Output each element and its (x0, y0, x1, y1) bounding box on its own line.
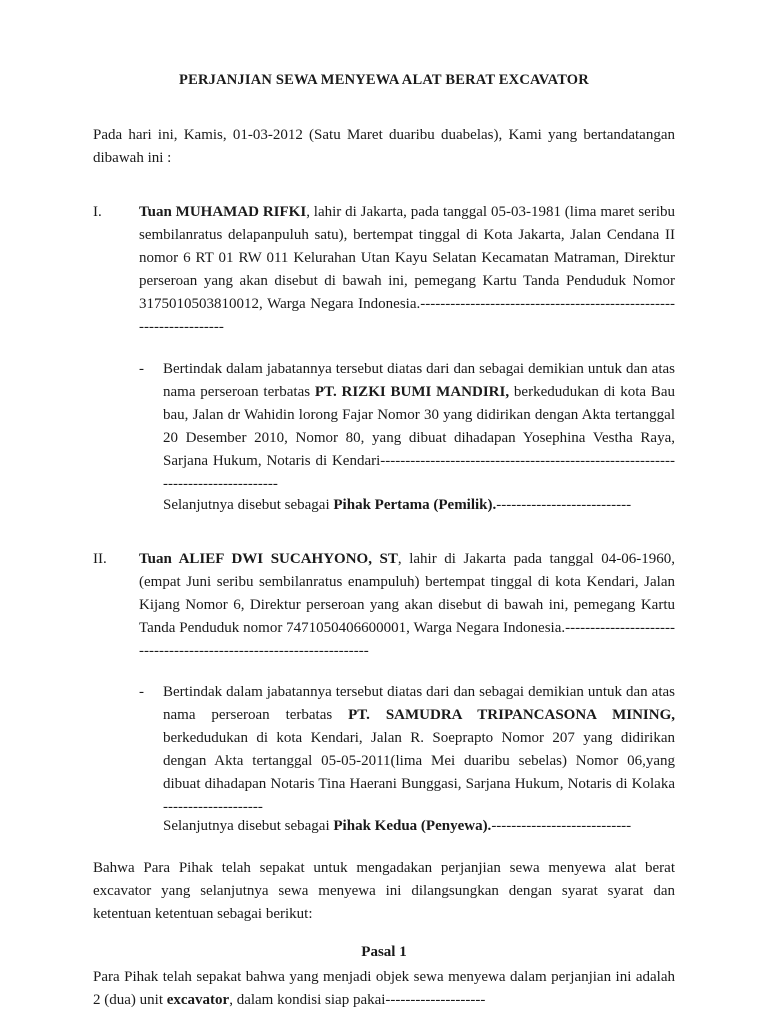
pasal-1-intro: Para Pihak telah sepakat bahwa yang menjadi objek sewa menyewa dalam perjanjian ini adalah 2 (dua) unit (93, 969, 675, 1008)
party-2-role-line (163, 815, 675, 838)
party-2-rep-details: berkedudukan di kota Kendari, Jalan R. Soeprapto Nomor 207 yang didirikan dengan Akta tertanggal 05-05-2011(lima Mei duaribu sebelas) Nomor 06,yang dibuat dihadapan Notaris Tina Haerani Bunggasi, Sarjana Hukum, Notaris di Kolaka -------------------- (163, 730, 675, 815)
opening-paragraph: Pada hari ini, Kamis, 01-03-2012 (Satu Maret duaribu duabelas), Kami yang bertandatangan dibawah ini : (93, 127, 675, 166)
agreement-paragraph: Bahwa Para Pihak telah sepakat untuk mengadakan perjanjian sewa menyewa alat berat excavator yang selanjutnya sewa menyewa ini dilangsungkan dengan syarat syarat dan ketentuan ketentuan sebagai berikut: (93, 860, 675, 922)
party-2-company: PT. SAMUDRA TRIPANCASONA MINING, (348, 707, 675, 723)
party-1-representation (163, 358, 675, 496)
party-2-bullet: - (139, 684, 144, 700)
party-2-role-intro: Selanjutnya disebut sebagai (163, 818, 334, 834)
party-2-name: Tuan ALIEF DWI SUCAHYONO, ST (139, 551, 398, 567)
document-title: PERJANJIAN SEWA MENYEWA ALAT BERAT EXCAVATOR (179, 72, 589, 88)
pasal-1-tail: , dalam kondisi siap pakai-------------------- (229, 992, 486, 1008)
party-1-bullet: - (139, 361, 144, 377)
party-1-role-intro: Selanjutnya disebut sebagai (163, 497, 334, 513)
party-1-rep-details: berkedudukan di kota Bau bau, Jalan dr Wahidin lorong Fajar Nomor 30 yang didirikan dengan Akta tertanggal 20 Desember 2010, Nomor 80, yang dibuat dihadapan Yosephina Vestha Raya, Sarjana Hukum, Notaris di Kendari---------------------------------------------------------------------------------- (163, 384, 675, 492)
pasal-1-object: excavator (166, 992, 230, 1008)
party-2-numeral: II. (93, 551, 107, 567)
pasal-1-heading: Pasal 1 (361, 944, 407, 960)
party-1-rep-intro: Bertindak dalam jabatannya tersebut diatas dari dan sebagai demikian untuk dan atas nama perseroan terbatas (163, 361, 675, 400)
party-1-role-line (163, 494, 675, 517)
party-2-representation (163, 681, 675, 819)
party-2-paragraph (139, 548, 675, 663)
party-1-paragraph (139, 201, 675, 339)
pasal-1-text (93, 966, 675, 1012)
party-1-numeral: I. (93, 204, 102, 220)
party-1-role: Pihak Pertama (Pemilik). (333, 497, 497, 513)
party-1-company: PT. RIZKI BUMI MANDIRI, (314, 384, 510, 400)
party-2-rep-intro: Bertindak dalam jabatannya tersebut diatas dari dan sebagai demikian untuk dan atas nama perseroan terbatas (163, 684, 675, 723)
party-1-details: , lahir di Jakarta, pada tanggal 05-03-1981 (lima maret seribu sembilanratus delapanpuluh satu), bertempat tinggal di Kota Jakarta, Jalan Cendana II nomor 6 RT 01 RW 011 Kelurahan Utan Kayu Selatan Kecamatan Matraman, Direktur perseroan yang akan disebut di bawah ini, pemegang Kartu Tanda Penduduk Nomor 3175010503810012, Warga Negara Indonesia.-------------------------------------------------------------------- (139, 204, 675, 335)
party-2-role-tail: ---------------------------- (491, 818, 632, 834)
party-2-details: , lahir di Jakarta pada tanggal 04-06-1960, (empat Juni seribu sembilanratus enampuluh) bertempat tinggal di kota Kendari, Jalan Kijang Nomor 6, Direktur perseroan yang akan disebut di bawah ini, pemegang Kartu Tanda Penduduk nomor 7471050406600001, Warga Negara Indonesia.-------------------------------------------------------------------- (139, 551, 675, 659)
party-2-role: Pihak Kedua (Penyewa). (333, 818, 492, 834)
party-1-role-tail: --------------------------- (496, 497, 632, 513)
party-1-name: Tuan MUHAMAD RIFKI (139, 204, 307, 220)
